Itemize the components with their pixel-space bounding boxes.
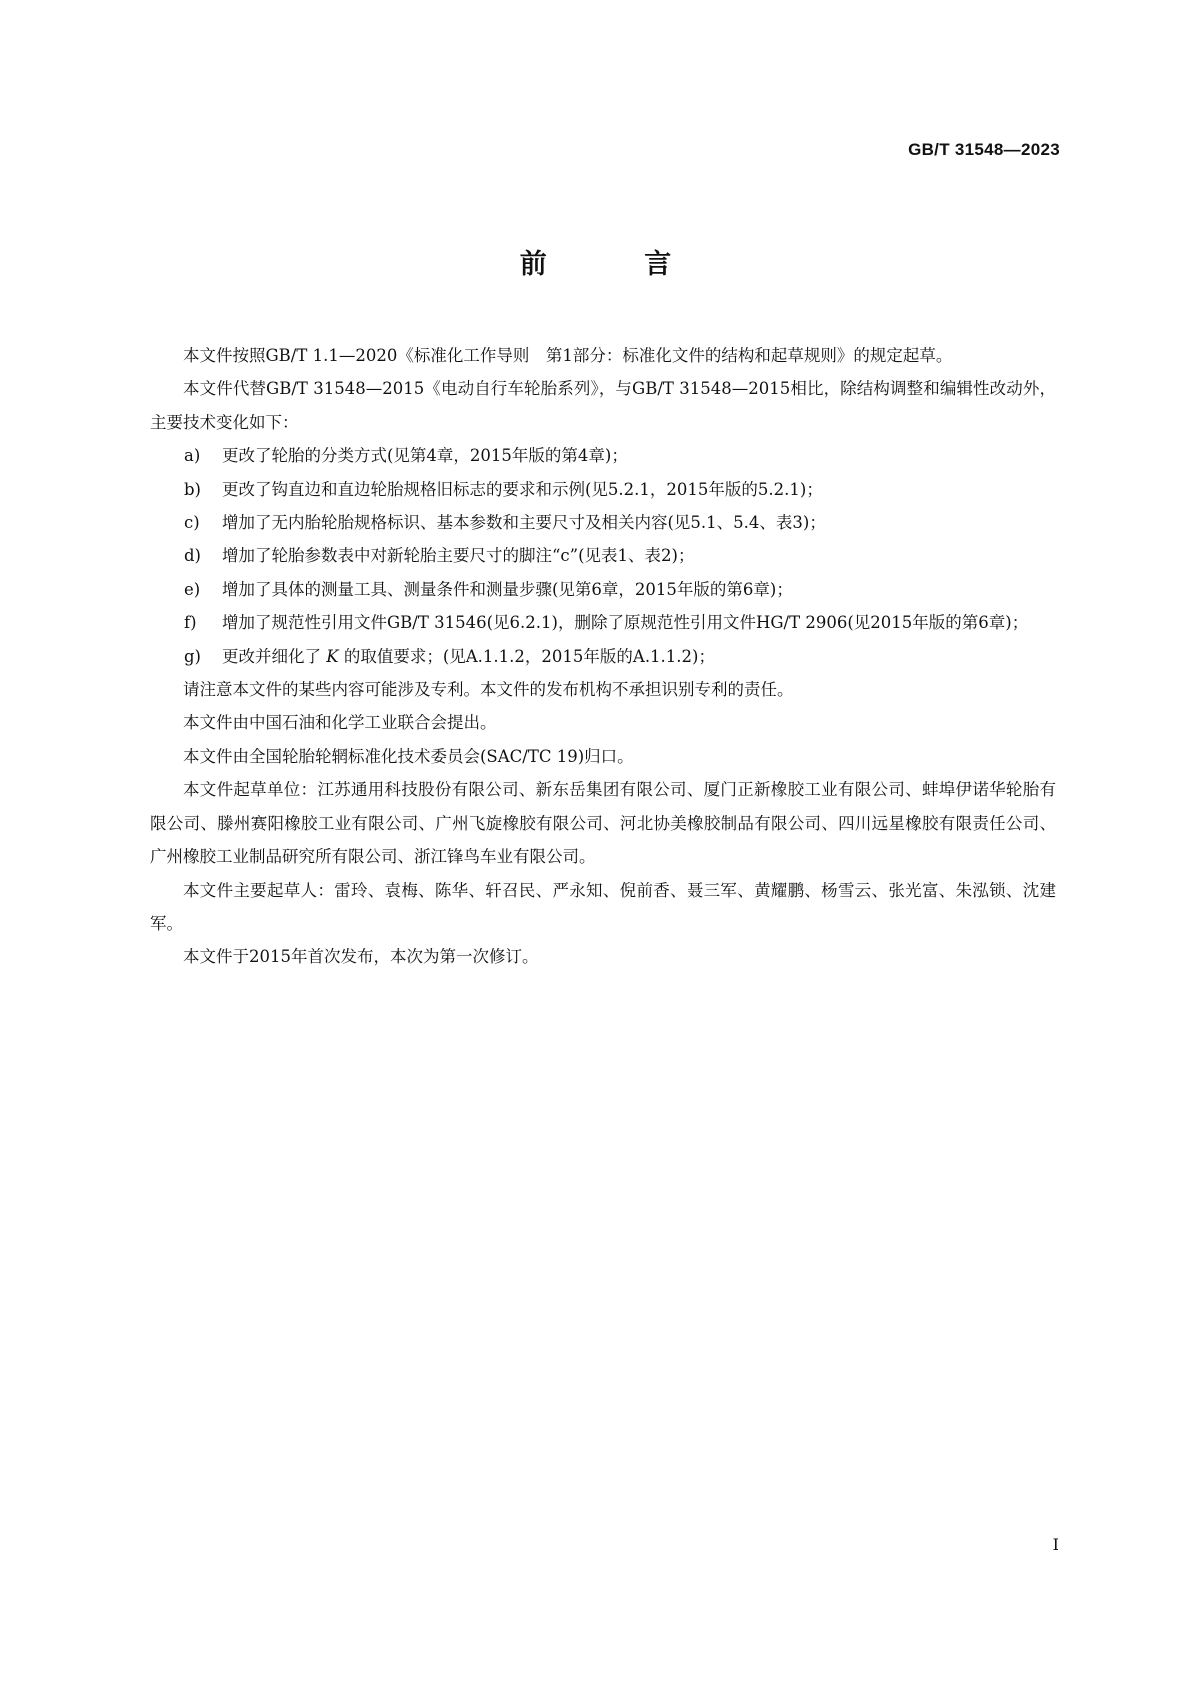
change-item-b	[150, 473, 1056, 506]
list-item-text: 增加了轮胎参数表中对新轮胎主要尺寸的脚注“c”(见表1、表2)；	[222, 546, 695, 566]
section-heading: 前 言	[519, 249, 716, 280]
text-after-symbol: 的取值要求；(见A.1.1.2，2015年版的A.1.1.2)；	[343, 646, 715, 666]
list-marker: d)	[184, 546, 201, 566]
symbol-k: K	[326, 646, 339, 666]
paragraph-proposer: 本文件由中国石油和化学工业联合会提出。	[183, 713, 497, 733]
change-item-f	[150, 606, 1056, 639]
list-item-text: 增加了规范性引用文件GB/T 31546(见6.2.1)，删除了原规范性引用文件HG/T 2906(见2015年版的第6章)；	[222, 613, 1029, 633]
change-item-e	[150, 573, 1056, 606]
paragraph-patent-notice: 请注意本文件的某些内容可能涉及专利。本文件的发布机构不承担识别专利的责任。	[183, 680, 794, 700]
list-item-text: 增加了无内胎轮胎规格标识、基本参数和主要尺寸及相关内容(见5.1、5.4、表3)；	[222, 513, 826, 533]
list-marker: f)	[184, 613, 197, 633]
text-before-symbol: 更改并细化了	[222, 646, 321, 666]
list-item-text: 更改了轮胎的分类方式(见第4章，2015年版的第4章)；	[222, 446, 628, 466]
paragraph-drafting-basis: 本文件按照GB/T 1.1—2020《标准化工作导则 第1部分：标准化文件的结构和起草规则》的规定起草。	[183, 346, 953, 365]
foreword-body	[150, 339, 1056, 974]
standard-code: GB/T 31548—2023	[908, 140, 1060, 159]
paragraph-drafters: 本文件主要起草人：雷玲、袁梅、陈华、轩召民、严永知、倪前香、聂三军、黄耀鹏、杨雪云、张光富、朱泓锁、沈建军。	[150, 880, 1056, 933]
list-item-text: 更改了钩直边和直边轮胎规格旧标志的要求和示例(见5.2.1，2015年版的5.2.1)；	[222, 479, 823, 499]
paragraph-replacement: 本文件代替GB/T 31548—2015《电动自行车轮胎系列》，与GB/T 31548—2015相比，除结构调整和编辑性改动外，主要技术变化如下：	[150, 379, 1056, 432]
list-marker: e)	[184, 579, 201, 599]
list-marker: a)	[184, 446, 201, 466]
list-marker: c)	[184, 513, 200, 533]
list-item-text	[222, 640, 1056, 673]
change-item-c	[150, 506, 1056, 539]
page-number: I	[1052, 1535, 1059, 1554]
list-marker: g)	[184, 646, 201, 666]
change-item-a	[150, 439, 1056, 472]
paragraph-drafting-units: 本文件起草单位：江苏通用科技股份有限公司、新东岳集团有限公司、厦门正新橡胶工业有限公司、蚌埠伊诺华轮胎有限公司、滕州赛阳橡胶工业有限公司、广州飞旋橡胶有限公司、河北协美橡胶制品有限公司、四川远星橡胶有限责任公司、广州橡胶工业制品研究所有限公司、浙江锋鸟车业有限公司。	[150, 780, 1056, 867]
change-item-d	[150, 539, 1056, 572]
paragraph-history: 本文件于2015年首次发布，本次为第一次修订。	[183, 947, 539, 967]
change-item-g	[150, 640, 1056, 673]
list-item-text: 增加了具体的测量工具、测量条件和测量步骤(见第6章，2015年版的第6章)；	[222, 579, 793, 599]
list-marker: b)	[184, 479, 201, 499]
paragraph-committee: 本文件由全国轮胎轮辋标准化技术委员会(SAC/TC 19)归口。	[183, 746, 634, 766]
